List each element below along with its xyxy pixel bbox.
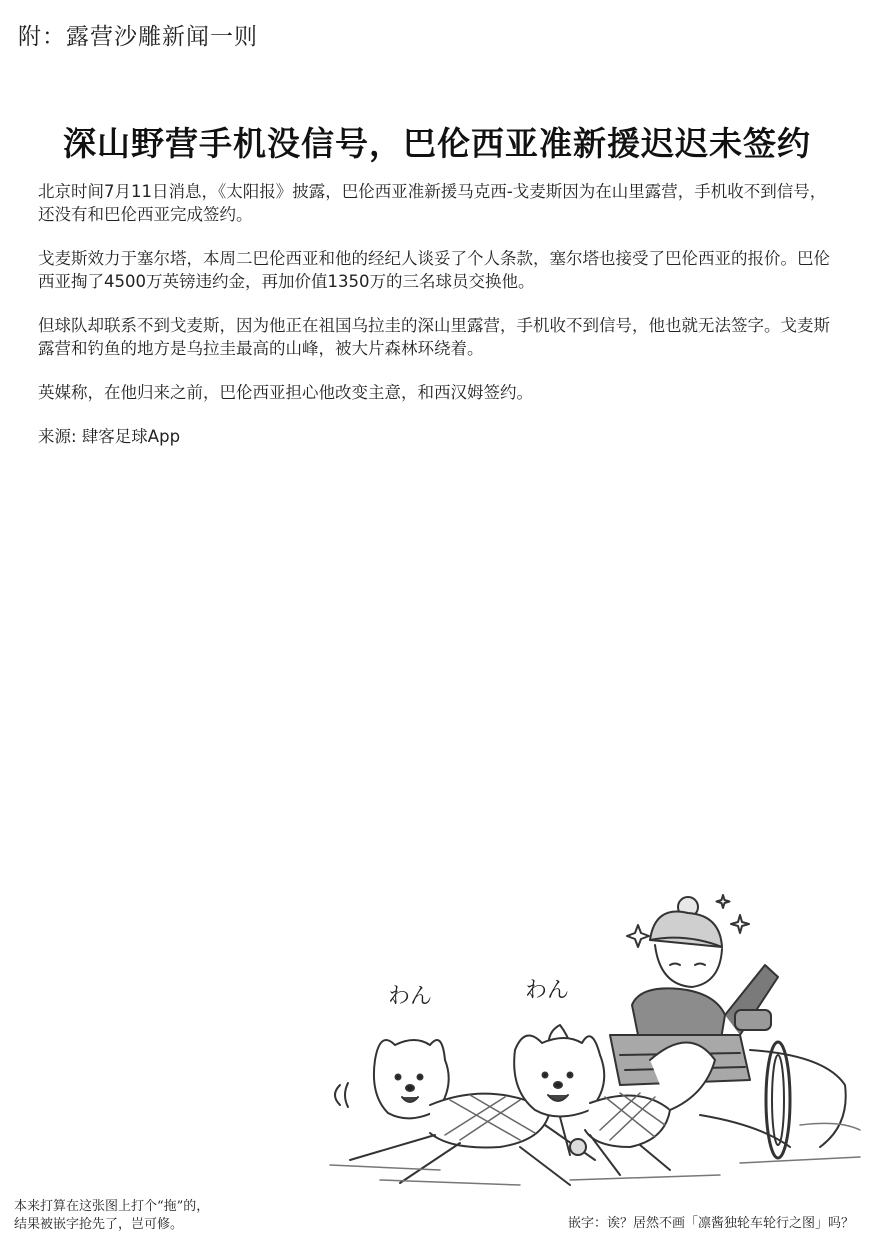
sfx-right: わん (525, 978, 570, 1003)
translator-note (14, 1198, 209, 1234)
source-credit: 来源: 肆客足球App (38, 427, 181, 446)
sparkle-icon (731, 915, 749, 933)
paragraph: 但球队却联系不到戈麦斯，因为他正在祖国乌拉圭的深山里露营，手机收不到信号，他也就无法签字。戈麦斯露营和钓鱼的地方是乌拉圭最高的山峰，被大片森林环绕着。 (38, 316, 830, 358)
sparkle-icon (627, 925, 649, 947)
translator-note-line: 本来打算在这张图上打个“拖”的， (14, 1199, 210, 1214)
header-note: 附：露营沙雕新闻一则 (18, 24, 258, 50)
sparkle-icon (717, 895, 730, 908)
sfx-left: わん (388, 984, 433, 1009)
dog-sled-illustration (320, 885, 865, 1190)
girl-figure (632, 897, 778, 1045)
article-body (38, 180, 838, 469)
paragraph: 北京时间7月11日消息，《太阳报》披露，巴伦西亚准新援马克西-戈麦斯因为在山里露营，手机收不到信号，还没有和巴伦西亚完成签约。 (38, 182, 827, 224)
paragraph: 戈麦斯效力于塞尔塔，本周二巴伦西亚和他的经纪人谈妥了个人条款，塞尔塔也接受了巴伦西亚的报价。巴伦西亚掏了4500万英镑违约金，再加价值1350万的三名球员交换他。 (38, 249, 830, 291)
typesetter-note: 嵌字：诶？居然不画「凛酱独轮车轮行之图」吗？ (567, 1216, 854, 1231)
paragraph: 英媒称，在他归来之前，巴伦西亚担心他改变主意，和西汉姆签约。 (38, 383, 533, 402)
headline: 深山野营手机没信号，巴伦西亚准新援迟迟未签约 (63, 124, 811, 163)
translator-note-line: 结果被嵌字抢先了，岂可修。 (14, 1217, 184, 1232)
